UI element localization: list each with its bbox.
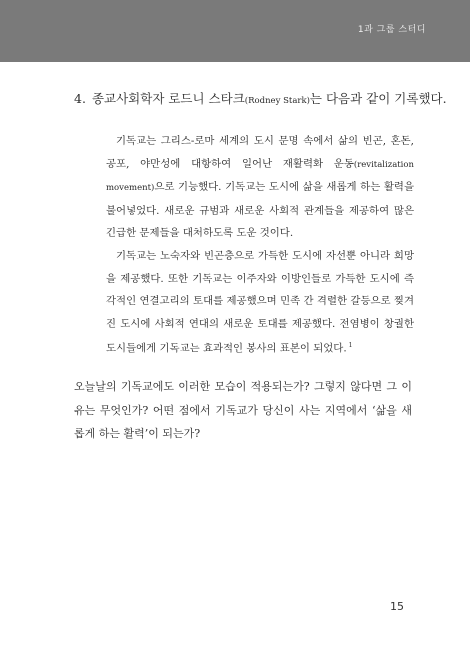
question-text-before: 종교사회학자 로드니 스타크 xyxy=(91,91,245,106)
discussion-question: 오늘날의 기독교에도 이러한 모습이 적용되는가? 그렇지 않다면 그 이유는 무엇인가? 어떤 점에서 기독교가 당신이 사는 지역에서 ‘삶을 새롭게 하는 활력’이 되는가? xyxy=(74,380,412,440)
quote-paragraph-1 xyxy=(106,130,414,245)
page-number: 15 xyxy=(390,600,404,613)
quote-p2-text: 기독교는 노숙자와 빈곤층으로 가득한 도시에 자선뿐 아니라 희망을 제공했다. 또한 기독교는 이주자와 이방인들로 가득한 도시에 즉각적인 연결고리의 토대를 제공했으며 민족 간 격렬한 갈등으로 찢겨진 도시에 사회적 연대의 새로운 토대를 제공했다. 전염병이 창궐한 도시들에게 기독교는 효과적인 봉사의 표본이 되었다. xyxy=(106,249,414,355)
quote-p1-part-a: 기독교는 그리스-로마 세계의 도시 문명 속에서 삶의 빈곤, 혼돈, 공포, 야만성에 대항하여 일어난 재활력화 운동 xyxy=(106,135,414,170)
page-header-bar xyxy=(0,0,470,62)
quote-paragraph-2 xyxy=(106,245,414,360)
question-name-en: (Rodney Stark) xyxy=(244,96,310,106)
block-quote xyxy=(106,130,414,360)
quote-p1-part-b: 으로 기능했다. 기독교는 도시에 삶을 새롭게 하는 활력을 불어넣었다. 새로운 규범과 새로운 사회적 관계들을 제공하여 많은 긴급한 문제들을 대처하도록 도운 것이다. xyxy=(106,181,414,240)
question-text-after: 는 다음과 같이 기록했다. xyxy=(309,91,447,106)
footnote-marker: 1 xyxy=(348,342,353,350)
question-number: 4. xyxy=(74,91,86,106)
chapter-title: 1과 그룹 스터디 xyxy=(357,25,426,35)
quote-p1-english-term: (revitalization movement) xyxy=(106,159,414,194)
question-4 xyxy=(74,88,447,112)
